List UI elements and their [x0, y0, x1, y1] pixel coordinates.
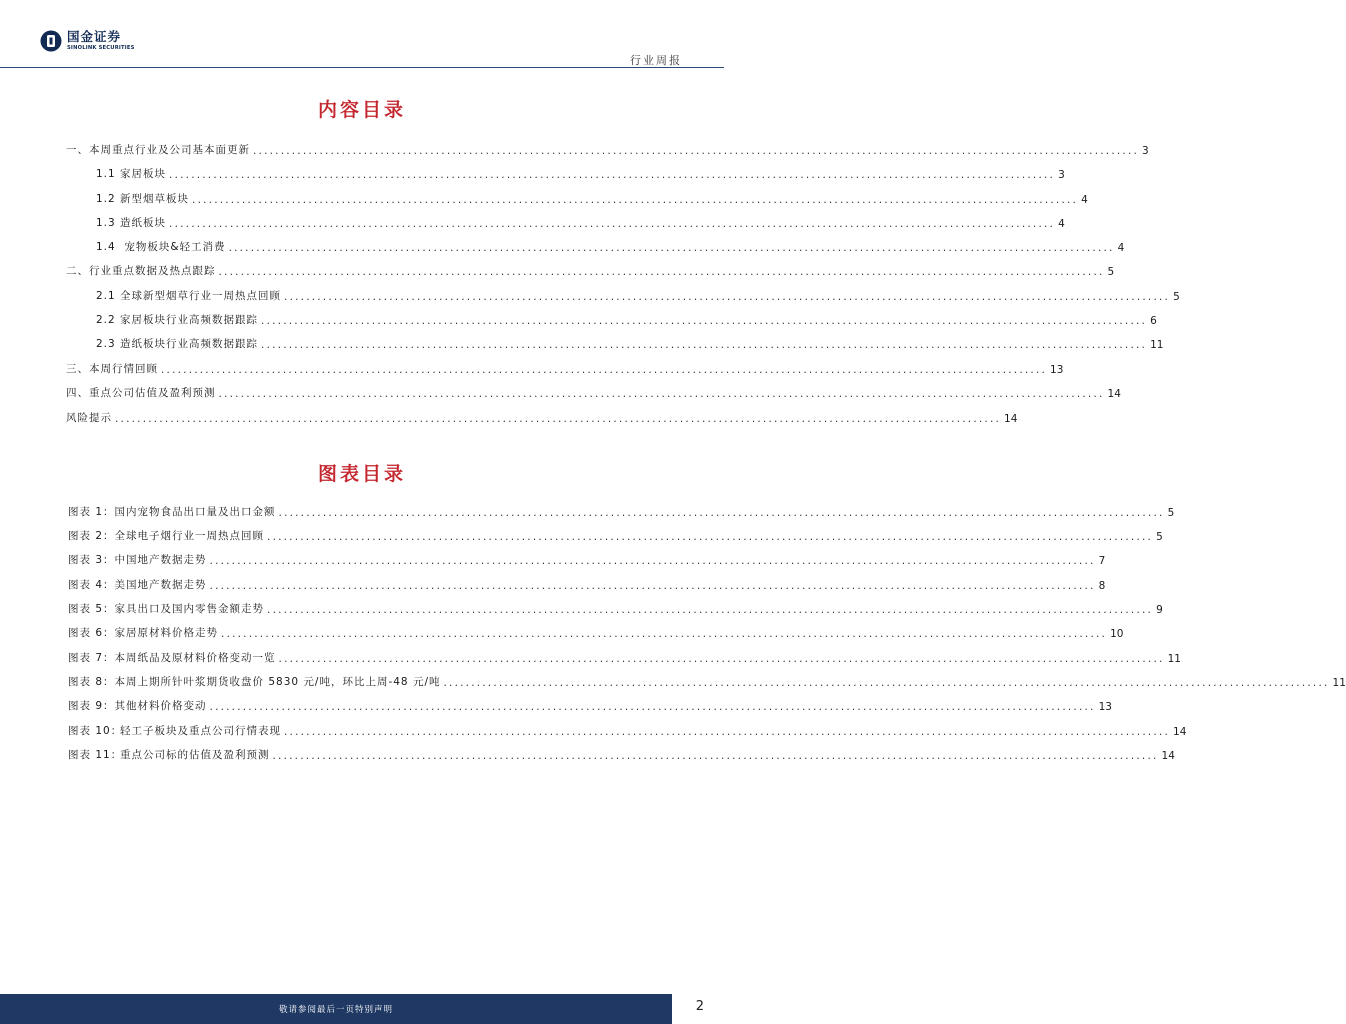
toc-entry-page: 11 [1150, 339, 1164, 351]
toc-entry-text: 1.1 家居板块 [96, 168, 167, 180]
brand-name-en: SINOLINK SECURITIES [67, 44, 135, 51]
figure-entry-page: 9 [1156, 604, 1163, 616]
figure-entry-text: 美国地产数据走势 [114, 579, 207, 591]
leader-dots: ................................................................................................................................................................ [284, 726, 1171, 738]
figure-entry-label: 图表 9： [68, 700, 115, 712]
figure-entry-text: 国内宠物食品出口量及出口金额 [114, 506, 276, 518]
leader-dots: ................................................................................................................................................................ [218, 266, 1105, 278]
figures-title: 图表目录 [317, 463, 406, 485]
figure-entry-label: 图表 3： [68, 554, 115, 566]
toc-entry-page: 5 [1173, 291, 1180, 303]
toc-entry[interactable] [66, 360, 1064, 376]
figure-entry[interactable] [68, 503, 1175, 519]
toc-entry-page: 3 [1142, 145, 1149, 157]
brand-name-cn: 国金证券 [67, 29, 122, 45]
figure-entry-text: 全球电子烟行业一周热点回顾 [114, 530, 265, 542]
toc-entry[interactable] [96, 311, 1157, 327]
toc-entry-text: 一、本周重点行业及公司基本面更新 [66, 144, 250, 156]
figure-entry-label: 图表 7： [68, 652, 115, 664]
figure-entry-page: 7 [1098, 555, 1106, 567]
leader-dots: ................................................................................................................................................................ [209, 701, 1096, 713]
figure-entry[interactable] [68, 722, 1187, 738]
leader-dots: ................................................................................................................................................................ [161, 364, 1048, 376]
figure-entry-text: 本周上期所针叶浆期货收盘价 5830 元/吨，环比上周-48 元/吨 [114, 676, 441, 688]
figure-entry-label: 图表 1： [68, 506, 115, 518]
figure-entry[interactable] [68, 673, 1346, 689]
leader-dots: ................................................................................................................................................................ [169, 169, 1056, 181]
toc-entry-text: 2.1 全球新型烟草行业一周热点回顾 [96, 290, 282, 302]
toc-entry-page: 4 [1081, 194, 1088, 206]
toc-entry[interactable] [96, 214, 1065, 230]
toc-entry[interactable] [96, 335, 1164, 351]
leader-dots: ................................................................................................................................................................ [192, 194, 1079, 206]
figure-entry[interactable] [68, 600, 1163, 616]
figure-entry-text: 家居原材料价格走势 [114, 627, 219, 639]
toc-entry-text: 四、重点公司估值及盈利预测 [66, 387, 216, 399]
toc-entry[interactable] [66, 409, 1018, 425]
toc-entry-page: 4 [1058, 218, 1065, 230]
toc-entry[interactable] [66, 141, 1149, 157]
toc-entry[interactable] [96, 287, 1180, 303]
figure-entry-text: 家具出口及国内零售金额走势 [114, 603, 265, 615]
leader-dots: ................................................................................................................................................................ [261, 339, 1148, 351]
toc-entry-page: 13 [1050, 364, 1064, 376]
footer-disclaimer: 敬请参阅最后一页特别声明 [278, 1005, 393, 1015]
toc-entry-page: 14 [1107, 388, 1121, 400]
figure-entry-label: 图表 8： [68, 676, 115, 688]
toc-entry[interactable] [66, 262, 1115, 278]
figure-entry-text: 轻工子板块及重点公司行情表现 [120, 725, 281, 737]
toc-entry[interactable] [96, 238, 1125, 254]
toc-entry-text: 2.3 造纸板块行业高频数据跟踪 [96, 338, 259, 350]
figure-entry-label: 图表 2： [68, 530, 115, 542]
figure-entry[interactable] [68, 746, 1175, 762]
figure-entry[interactable] [68, 527, 1163, 543]
toc-entry-text: 三、本周行情回顾 [66, 363, 158, 375]
figure-entry-page: 10 [1110, 628, 1124, 640]
leader-dots: ................................................................................................................................................................ [218, 388, 1105, 400]
figure-entry-page: 14 [1173, 726, 1187, 738]
toc-entry-text: 1.4 宠物板块&轻工消费 [96, 241, 226, 253]
figure-entry-page: 13 [1098, 701, 1112, 713]
figure-entry-text: 重点公司标的估值及盈利预测 [120, 749, 270, 761]
leader-dots: ................................................................................................................................................................ [209, 580, 1096, 592]
toc-entry-page: 4 [1117, 242, 1125, 254]
figure-entry[interactable] [68, 576, 1106, 592]
leader-dots: ................................................................................................................................................................ [278, 653, 1165, 665]
toc-entry[interactable] [96, 190, 1088, 206]
report-type-label: 行业周报 [630, 54, 682, 67]
leader-dots: ................................................................................................................................................................ [209, 555, 1096, 567]
figure-entry-text: 其他材料价格变动 [114, 700, 207, 712]
leader-dots: ................................................................................................................................................................ [253, 145, 1140, 157]
toc-entry-page: 3 [1058, 169, 1065, 181]
toc-entry-text: 风险提示 [66, 412, 112, 424]
figure-entry-page: 14 [1161, 750, 1175, 762]
sinolink-logo-icon [40, 30, 62, 52]
toc-entry[interactable] [96, 165, 1065, 181]
page-header [0, 0, 724, 70]
figure-entry-label: 图表 5： [68, 603, 115, 615]
toc-entry[interactable] [66, 384, 1121, 400]
figure-entry[interactable] [68, 649, 1181, 665]
figure-entry-page: 11 [1332, 677, 1346, 689]
leader-dots: ................................................................................................................................................................ [284, 291, 1171, 303]
figure-entry-text: 中国地产数据走势 [114, 554, 207, 566]
leader-dots: ................................................................................................................................................................ [221, 628, 1108, 640]
header-divider [0, 67, 724, 68]
toc-entry-text: 1.2 新型烟草板块 [96, 193, 190, 205]
page-number: 2 [695, 999, 704, 1014]
leader-dots: ................................................................................................................................................................ [169, 218, 1056, 230]
toc-entry-page: 6 [1150, 315, 1157, 327]
leader-dots: ................................................................................................................................................................ [267, 604, 1154, 616]
leader-dots: ................................................................................................................................................................ [228, 242, 1115, 254]
figure-entry-label: 图表 4： [68, 579, 115, 591]
leader-dots: ................................................................................................................................................................ [261, 315, 1148, 327]
figure-entry-page: 11 [1167, 653, 1181, 665]
figure-entry-page: 8 [1098, 580, 1106, 592]
figure-entry-label: 图表 11： [68, 749, 123, 761]
figure-entry-label: 图表 6： [68, 627, 115, 639]
toc-title: 内容目录 [317, 99, 406, 121]
figure-entry-page: 5 [1156, 531, 1163, 543]
toc-entry-page: 5 [1107, 266, 1115, 278]
figure-entry[interactable] [68, 624, 1124, 640]
leader-dots: ................................................................................................................................................................ [443, 677, 1330, 689]
toc-entry-page: 14 [1004, 413, 1018, 425]
figure-entry[interactable] [68, 551, 1106, 567]
toc-entry-text: 二、行业重点数据及热点跟踪 [66, 265, 216, 277]
figure-entry[interactable] [68, 697, 1112, 713]
figure-entry-page: 5 [1167, 507, 1175, 519]
figure-entry-label: 图表 10： [68, 725, 123, 737]
toc-entry-text: 1.3 造纸板块 [96, 217, 167, 229]
sinolink-logo [40, 29, 135, 53]
leader-dots: ................................................................................................................................................................ [272, 750, 1159, 762]
figure-entry-text: 本周纸品及原材料价格变动一览 [114, 652, 276, 664]
toc-entry-text: 2.2 家居板块行业高频数据跟踪 [96, 314, 259, 326]
leader-dots: ................................................................................................................................................................ [267, 531, 1154, 543]
leader-dots: ................................................................................................................................................................ [115, 413, 1002, 425]
leader-dots: ................................................................................................................................................................ [278, 507, 1165, 519]
